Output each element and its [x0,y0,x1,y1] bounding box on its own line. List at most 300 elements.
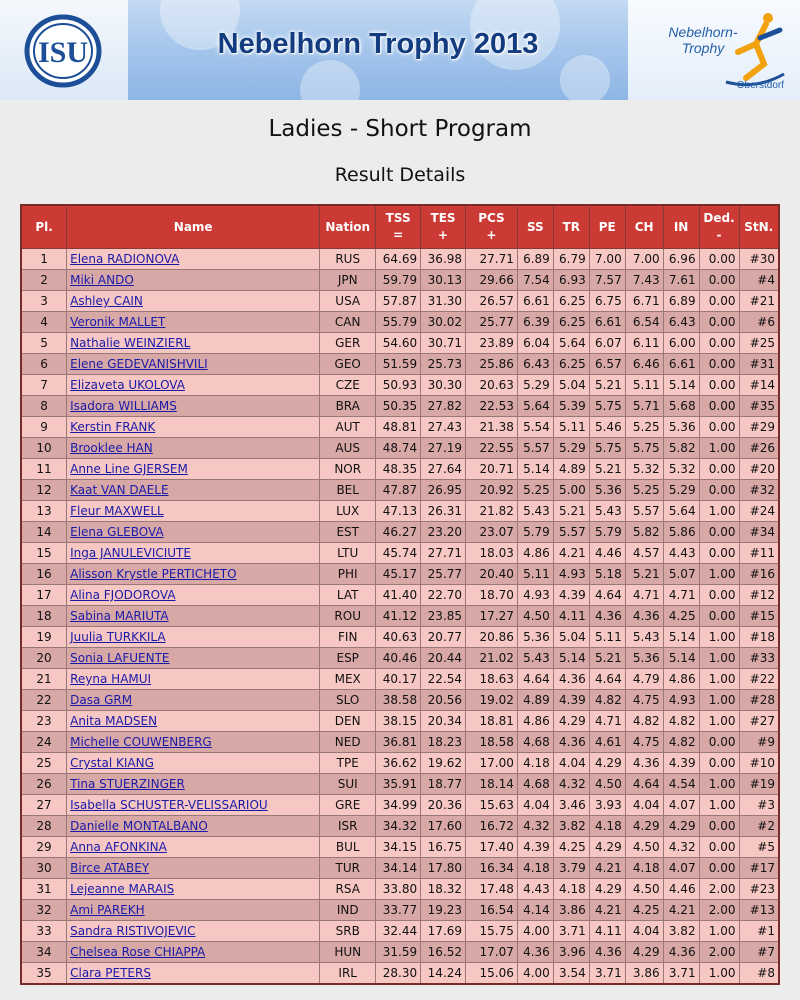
cell-ss: 4.39 [517,837,553,858]
cell-pe: 6.57 [589,354,625,375]
cell-nation: SLO [320,690,376,711]
cell-ded: 1.00 [699,438,739,459]
cell-name [67,564,320,585]
cell-place: 21 [21,669,67,690]
cell-place: 5 [21,333,67,354]
cell-tr: 6.93 [553,270,589,291]
cell-ch: 6.54 [625,312,663,333]
cell-tr: 4.89 [553,459,589,480]
cell-ch: 3.86 [625,963,663,985]
header-pe: PE [589,205,625,249]
skater-name-link[interactable]: Miki ANDO [70,273,134,287]
cell-tss: 45.17 [376,564,421,585]
cell-in: 5.36 [663,417,699,438]
skater-name-link[interactable]: Tina STUERZINGER [70,777,185,791]
cell-tes: 17.80 [421,858,466,879]
cell-ss: 4.18 [517,753,553,774]
cell-ss: 5.57 [517,438,553,459]
cell-ch: 4.75 [625,690,663,711]
cell-ch: 5.82 [625,522,663,543]
cell-ss: 4.68 [517,732,553,753]
skater-name-link[interactable]: Alina FJODOROVA [70,588,176,602]
results-body [21,249,779,985]
cell-pcs: 20.86 [466,627,518,648]
isu-logo-area [0,0,128,100]
cell-stn: #11 [739,543,779,564]
skater-name-link[interactable]: Crystal KIANG [70,756,154,770]
cell-pe: 4.11 [589,921,625,942]
skater-name-link[interactable]: Dasa GRM [70,693,133,707]
cell-pcs: 18.70 [466,585,518,606]
cell-name [67,732,320,753]
cell-tss: 48.81 [376,417,421,438]
cell-ss: 6.89 [517,249,553,270]
cell-ss: 4.36 [517,942,553,963]
cell-nation: ROU [320,606,376,627]
cell-tss: 41.12 [376,606,421,627]
cell-name [67,648,320,669]
cell-pe: 6.07 [589,333,625,354]
cell-stn: #14 [739,375,779,396]
cell-in: 5.64 [663,501,699,522]
skater-name-link[interactable]: Anna AFONKINA [70,840,167,854]
cell-place: 14 [21,522,67,543]
cell-name [67,606,320,627]
cell-stn: #15 [739,606,779,627]
cell-ch: 4.57 [625,543,663,564]
cell-tes: 30.13 [421,270,466,291]
cell-ded: 1.00 [699,669,739,690]
cell-place: 17 [21,585,67,606]
cell-tes: 26.95 [421,480,466,501]
cell-pe: 4.82 [589,690,625,711]
cell-nation: MEX [320,669,376,690]
cell-ded: 0.00 [699,816,739,837]
cell-place: 4 [21,312,67,333]
cell-tes: 23.20 [421,522,466,543]
cell-ch: 5.32 [625,459,663,480]
event-title: Nebelhorn Trophy 2013 [217,28,539,60]
cell-in: 5.32 [663,459,699,480]
cell-tr: 4.39 [553,585,589,606]
skater-name-link[interactable]: Isadora WILLIAMS [70,399,177,413]
skater-name-link[interactable]: Sandra RISTIVOJEVIC [70,924,196,938]
cell-tr: 4.21 [553,543,589,564]
page-subtitle: Result Details [334,164,466,186]
cell-tr: 4.36 [553,669,589,690]
cell-place: 24 [21,732,67,753]
cell-place: 2 [21,270,67,291]
cell-ded: 1.00 [699,774,739,795]
cell-pe: 5.21 [589,648,625,669]
cell-in: 5.14 [663,627,699,648]
header-place: Pl. [21,205,67,249]
skater-name-link[interactable]: Ami PAREKH [70,903,145,917]
cell-ss: 5.29 [517,375,553,396]
cell-nation: PHI [320,564,376,585]
skater-name-link[interactable]: Isabella SCHUSTER-VELISSARIOU [70,798,268,812]
skater-name-link[interactable]: Ashley CAIN [70,294,143,308]
cell-stn: #10 [739,753,779,774]
cell-pcs: 18.63 [466,669,518,690]
cell-name [67,291,320,312]
skater-name-link[interactable]: Reyna HAMUI [70,672,152,686]
table-row [21,795,779,816]
cell-pe: 5.18 [589,564,625,585]
table-row [21,417,779,438]
table-row [21,963,779,985]
cell-tss: 54.60 [376,333,421,354]
cell-pe: 5.21 [589,375,625,396]
cell-pcs: 18.58 [466,732,518,753]
table-row [21,816,779,837]
cell-tr: 5.11 [553,417,589,438]
skater-name-link[interactable]: Clara PETERS [70,966,151,980]
cell-name [67,333,320,354]
cell-ded: 1.00 [699,627,739,648]
cell-pcs: 18.14 [466,774,518,795]
cell-name [67,522,320,543]
table-row [21,711,779,732]
cell-in: 5.68 [663,396,699,417]
cell-nation: EST [320,522,376,543]
skater-name-link[interactable]: Danielle MONTALBANO [70,819,208,833]
table-header-row [21,205,779,249]
header-ss: SS [517,205,553,249]
cell-nation: USA [320,291,376,312]
cell-ch: 4.36 [625,753,663,774]
cell-in: 6.43 [663,312,699,333]
cell-tr: 3.79 [553,858,589,879]
cell-in: 4.07 [663,795,699,816]
cell-place: 10 [21,438,67,459]
cell-tes: 22.54 [421,669,466,690]
cell-pe: 5.21 [589,459,625,480]
cell-stn: #8 [739,963,779,985]
cell-ch: 6.71 [625,291,663,312]
cell-tr: 5.21 [553,501,589,522]
cell-name [67,438,320,459]
table-row [21,438,779,459]
table-row [21,291,779,312]
skater-name-link[interactable]: Birce ATABEY [70,861,150,875]
cell-nation: GRE [320,795,376,816]
cell-tr: 3.86 [553,900,589,921]
cell-tss: 32.44 [376,921,421,942]
cell-pe: 4.29 [589,879,625,900]
table-row [21,879,779,900]
cell-stn: #9 [739,732,779,753]
table-row [21,585,779,606]
cell-in: 3.71 [663,963,699,985]
skater-name-link[interactable]: Nathalie WEINZIERL [70,336,191,350]
cell-stn: #19 [739,774,779,795]
cell-place: 27 [21,795,67,816]
cell-pcs: 16.72 [466,816,518,837]
cell-nation: CZE [320,375,376,396]
cell-place: 15 [21,543,67,564]
cell-pe: 7.00 [589,249,625,270]
cell-stn: #1 [739,921,779,942]
cell-place: 7 [21,375,67,396]
cell-pcs: 25.86 [466,354,518,375]
skater-name-link[interactable]: Kerstin FRANK [70,420,156,434]
cell-stn: #5 [739,837,779,858]
cell-tss: 41.40 [376,585,421,606]
cell-ch: 6.46 [625,354,663,375]
event-banner [0,0,800,100]
cell-pcs: 23.07 [466,522,518,543]
header-stn: StN. [739,205,779,249]
cell-nation: BUL [320,837,376,858]
cell-name [67,312,320,333]
cell-nation: TUR [320,858,376,879]
cell-stn: #27 [739,711,779,732]
cell-in: 4.71 [663,585,699,606]
cell-place: 29 [21,837,67,858]
cell-name [67,396,320,417]
cell-tr: 5.04 [553,627,589,648]
skater-name-link[interactable]: Michelle COUWENBERG [70,735,212,749]
cell-ss: 4.00 [517,921,553,942]
skater-name-link[interactable]: Elena GLEBOVA [70,525,164,539]
header-in: IN [663,205,699,249]
cell-ch: 4.50 [625,879,663,900]
cell-nation: FIN [320,627,376,648]
cell-ch: 4.04 [625,921,663,942]
cell-pe: 4.36 [589,942,625,963]
cell-pcs: 29.66 [466,270,518,291]
cell-pcs: 20.71 [466,459,518,480]
cell-pe: 4.64 [589,669,625,690]
cell-nation: LAT [320,585,376,606]
cell-tr: 5.00 [553,480,589,501]
cell-name [67,963,320,985]
cell-nation: NED [320,732,376,753]
cell-tss: 47.13 [376,501,421,522]
cell-tr: 4.04 [553,753,589,774]
table-row [21,690,779,711]
cell-stn: #4 [739,270,779,291]
skater-name-link[interactable]: Sabina MARIUTA [70,609,169,623]
cell-in: 4.32 [663,837,699,858]
table-row [21,564,779,585]
cell-place: 3 [21,291,67,312]
skater-name-link[interactable]: Juulia TURKKILA [70,630,166,644]
cell-stn: #21 [739,291,779,312]
skater-name-link[interactable]: Chelsea Rose CHIAPPA [70,945,206,959]
cell-in: 4.29 [663,816,699,837]
cell-nation: ISR [320,816,376,837]
cell-nation: SUI [320,774,376,795]
cell-ss: 5.43 [517,501,553,522]
cell-ss: 5.25 [517,480,553,501]
cell-ch: 4.64 [625,774,663,795]
table-row [21,270,779,291]
skater-name-link[interactable]: Brooklee HAN [70,441,153,455]
cell-tss: 40.46 [376,648,421,669]
cell-name [67,375,320,396]
cell-ded: 1.00 [699,690,739,711]
table-row [21,942,779,963]
cell-tr: 5.04 [553,375,589,396]
cell-tss: 57.87 [376,291,421,312]
cell-stn: #13 [739,900,779,921]
table-row [21,606,779,627]
header-tes-op: + [438,228,449,242]
cell-name [67,690,320,711]
cell-in: 7.61 [663,270,699,291]
cell-stn: #25 [739,333,779,354]
cell-pe: 5.75 [589,438,625,459]
cell-nation: ESP [320,648,376,669]
cell-pe: 4.36 [589,606,625,627]
cell-pe: 4.71 [589,711,625,732]
cell-ss: 6.61 [517,291,553,312]
cell-tss: 40.17 [376,669,421,690]
cell-ss: 5.11 [517,564,553,585]
cell-name [67,921,320,942]
cell-nation: LUX [320,501,376,522]
cell-tes: 16.75 [421,837,466,858]
cell-ch: 5.57 [625,501,663,522]
cell-pe: 3.71 [589,963,625,985]
cell-in: 4.86 [663,669,699,690]
header-tss-label: TSS [385,211,411,225]
skater-name-link[interactable]: Alisson Krystle PERTICHETO [70,567,237,581]
skater-name-link[interactable]: Inga JANULEVICIUTE [70,546,191,560]
skater-name-link[interactable]: Elene GEDEVANISHVILI [70,357,208,371]
skater-name-link[interactable]: Elizaveta UKOLOVA [70,378,185,392]
cell-stn: #22 [739,669,779,690]
cell-tr: 4.29 [553,711,589,732]
cell-stn: #2 [739,816,779,837]
cell-tss: 51.59 [376,354,421,375]
cell-tes: 27.19 [421,438,466,459]
cell-pe: 5.11 [589,627,625,648]
cell-ded: 1.00 [699,501,739,522]
cell-place: 31 [21,879,67,900]
cell-tr: 3.54 [553,963,589,985]
header-ded-label: Ded. [703,211,735,225]
cell-tr: 4.93 [553,564,589,585]
cell-pe: 3.93 [589,795,625,816]
cell-name [67,669,320,690]
cell-tss: 35.91 [376,774,421,795]
cell-pe: 4.46 [589,543,625,564]
cell-tr: 5.14 [553,648,589,669]
cell-pcs: 22.55 [466,438,518,459]
cell-stn: #24 [739,501,779,522]
cell-tes: 20.44 [421,648,466,669]
skater-name-link[interactable]: Anne Line GJERSEM [70,462,188,476]
cell-name [67,816,320,837]
skater-name-link[interactable]: Anita MADSEN [70,714,158,728]
cell-stn: #17 [739,858,779,879]
skater-name-link[interactable]: Kaat VAN DAELE [70,483,169,497]
cell-ss: 6.04 [517,333,553,354]
cell-pe: 5.75 [589,396,625,417]
cell-ss: 4.00 [517,963,553,985]
page-title: Ladies - Short Program [268,116,532,142]
cell-pcs: 26.57 [466,291,518,312]
cell-tss: 38.15 [376,711,421,732]
cell-name [67,774,320,795]
cell-tes: 23.85 [421,606,466,627]
cell-ss: 5.64 [517,396,553,417]
cell-in: 4.46 [663,879,699,900]
cell-pcs: 20.92 [466,480,518,501]
cell-tr: 4.11 [553,606,589,627]
cell-ss: 4.68 [517,774,553,795]
cell-stn: #31 [739,354,779,375]
cell-nation: BEL [320,480,376,501]
cell-pe: 5.43 [589,501,625,522]
cell-ded: 2.00 [699,900,739,921]
cell-ss: 5.79 [517,522,553,543]
cell-place: 34 [21,942,67,963]
cell-stn: #3 [739,795,779,816]
cell-pe: 4.21 [589,900,625,921]
cell-ch: 4.18 [625,858,663,879]
cell-place: 22 [21,690,67,711]
cell-pcs: 18.81 [466,711,518,732]
cell-tss: 34.14 [376,858,421,879]
cell-tss: 34.32 [376,816,421,837]
cell-place: 12 [21,480,67,501]
cell-ss: 4.04 [517,795,553,816]
cell-place: 20 [21,648,67,669]
cell-tr: 5.64 [553,333,589,354]
cell-ch: 7.00 [625,249,663,270]
cell-tr: 3.71 [553,921,589,942]
table-row [21,501,779,522]
cell-ss: 4.14 [517,900,553,921]
cell-tes: 31.30 [421,291,466,312]
skater-name-link[interactable]: Fleur MAXWELL [70,504,164,518]
cell-tss: 38.58 [376,690,421,711]
cell-tes: 18.23 [421,732,466,753]
cell-ded: 0.00 [699,249,739,270]
cell-nation: LTU [320,543,376,564]
table-row [21,543,779,564]
skater-name-link[interactable]: Sonia LAFUENTE [70,651,170,665]
cell-place: 23 [21,711,67,732]
cell-ded: 0.00 [699,396,739,417]
cell-ch: 5.25 [625,480,663,501]
cell-pe: 4.61 [589,732,625,753]
cell-pe: 4.50 [589,774,625,795]
cell-place: 13 [21,501,67,522]
header-pcs [466,205,518,249]
cell-ss: 4.32 [517,816,553,837]
cell-name [67,480,320,501]
cell-in: 3.82 [663,921,699,942]
cell-in: 5.82 [663,438,699,459]
cell-ss: 4.86 [517,543,553,564]
cell-place: 6 [21,354,67,375]
skater-name-link[interactable]: Veronik MALLET [70,315,166,329]
cell-ss: 4.89 [517,690,553,711]
cell-tes: 18.32 [421,879,466,900]
cell-nation: RUS [320,249,376,270]
skater-name-link[interactable]: Lejeanne MARAIS [70,882,175,896]
skater-name-link[interactable]: Elena RADIONOVA [70,252,180,266]
cell-nation: GEO [320,354,376,375]
cell-ch: 7.43 [625,270,663,291]
cell-ss: 6.39 [517,312,553,333]
cell-tes: 30.71 [421,333,466,354]
